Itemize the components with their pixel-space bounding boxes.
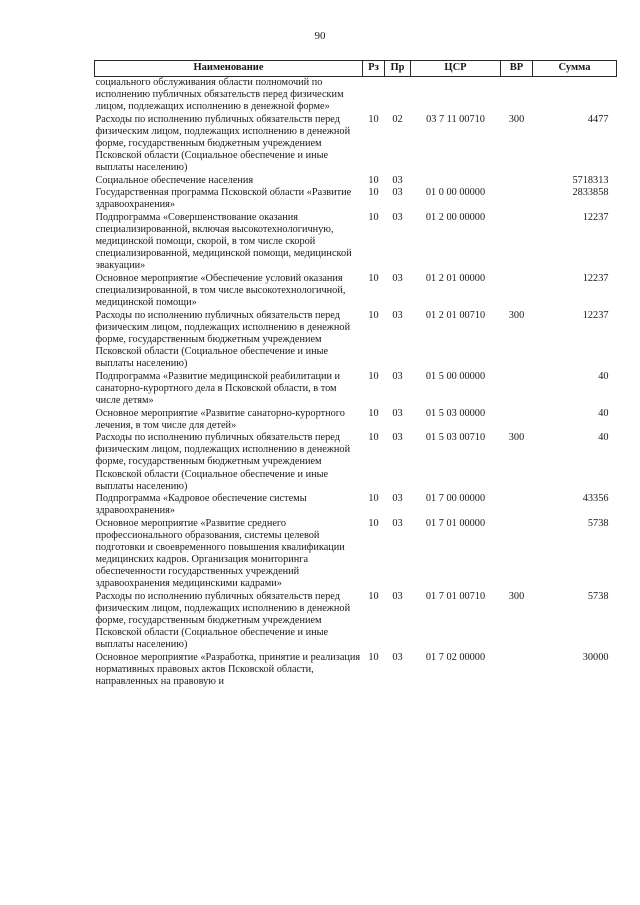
cell-name: Подпрограмма «Развитие медицинской реабилитации и санаторно-курортного дела в Псковской области, в том числе детям» bbox=[95, 370, 341, 406]
cell-sum: 40 bbox=[598, 370, 609, 382]
cell-vr bbox=[501, 77, 533, 114]
cell-vr bbox=[501, 273, 533, 310]
cell-rz: 10 bbox=[368, 407, 379, 419]
cell-vr: 300 bbox=[508, 309, 525, 321]
cell-name: Основное мероприятие «Разработка, принятие и реализация нормативных правовых актов Псковской области, направленных на правовую и bbox=[95, 651, 361, 688]
cell-sum bbox=[533, 77, 617, 114]
table-row bbox=[95, 652, 617, 689]
table-row bbox=[95, 591, 617, 652]
cell-pr bbox=[385, 77, 411, 114]
cell-sum: 5738 bbox=[587, 590, 609, 602]
table-row bbox=[95, 187, 617, 212]
cell-rz: 10 bbox=[368, 590, 379, 602]
table-header-row bbox=[95, 61, 617, 77]
cell-rz: 10 bbox=[368, 309, 379, 321]
cell-csr bbox=[411, 77, 501, 114]
cell-name: Подпрограмма «Совершенствование оказания специализированной, включая высокотехнологичную, медицинской помощи, скорой, в том числе скорой специализированной, медицинской помощи, медицинской эвакуации» bbox=[95, 212, 352, 272]
cell-rz: 10 bbox=[368, 432, 379, 444]
cell-vr: 300 bbox=[508, 113, 525, 125]
page-number: 90 bbox=[314, 30, 326, 42]
cell-sum: 12237 bbox=[582, 273, 609, 284]
cell-rz: 10 bbox=[368, 187, 379, 199]
budget-table bbox=[94, 60, 617, 689]
cell-sum: 12237 bbox=[582, 309, 609, 321]
table-row bbox=[95, 310, 617, 371]
cell-vr bbox=[501, 371, 533, 408]
cell-name: Основное мероприятие «Развитие среднего профессионального образования, системы целевой подготовки и своевременного повышения квалификации медицинских кадров. Организация мониторинга обеспеченности государственных учреждений здравоохранения медицинскими кадрами» bbox=[95, 517, 345, 590]
cell-pr: 03 bbox=[392, 651, 403, 663]
cell-rz: 10 bbox=[368, 651, 379, 663]
cell-name: Расходы по исполнению публичных обязательств перед физическим лицом, подлежащих исполнению в денежной форме, государственным бюджетным учреждением Псковской области (Социальное обеспечение и иные выплаты населению) bbox=[95, 309, 351, 370]
table-row bbox=[95, 432, 617, 493]
cell-csr: 01 2 01 00000 bbox=[425, 273, 486, 284]
cell-pr: 03 bbox=[392, 187, 403, 199]
header-sum: Сумма bbox=[533, 61, 617, 77]
cell-csr: 03 7 11 00710 bbox=[426, 113, 485, 125]
cell-csr: 01 5 03 00000 bbox=[425, 407, 486, 419]
cell-name: Государственная программа Псковской области «Развитие здравоохранения» bbox=[95, 187, 352, 211]
cell-rz: 10 bbox=[368, 113, 379, 125]
cell-csr: 01 7 01 00710 bbox=[425, 590, 486, 602]
cell-vr bbox=[501, 187, 533, 212]
table-row bbox=[95, 212, 617, 273]
cell-pr: 03 bbox=[392, 407, 403, 419]
table-row bbox=[95, 175, 617, 188]
cell-rz: 10 bbox=[368, 174, 379, 186]
cell-sum: 12237 bbox=[582, 212, 609, 224]
cell-sum: 5718313 bbox=[572, 174, 609, 186]
cell-vr bbox=[501, 652, 533, 689]
cell-sum: 40 bbox=[598, 432, 609, 444]
cell-name: Социальное обеспечение населения bbox=[95, 174, 254, 186]
cell-csr bbox=[411, 175, 501, 188]
cell-vr: 300 bbox=[508, 590, 525, 602]
table-row bbox=[95, 273, 617, 310]
table-row bbox=[95, 114, 617, 175]
cell-sum: 30000 bbox=[582, 651, 609, 663]
cell-rz: 10 bbox=[368, 370, 379, 382]
header-rz: Рз bbox=[363, 61, 385, 77]
cell-csr: 01 2 01 00710 bbox=[425, 309, 486, 321]
cell-rz bbox=[363, 77, 385, 114]
cell-rz: 10 bbox=[368, 273, 379, 284]
cell-csr: 01 7 02 00000 bbox=[425, 651, 486, 663]
cell-pr: 03 bbox=[392, 273, 403, 284]
cell-rz: 10 bbox=[368, 517, 379, 529]
cell-csr: 01 2 00 00000 bbox=[425, 212, 486, 224]
table-row bbox=[95, 77, 617, 114]
cell-rz: 10 bbox=[368, 212, 379, 224]
header-name: Наименование bbox=[95, 61, 363, 77]
cell-rz: 10 bbox=[368, 493, 379, 505]
cell-name: Расходы по исполнению публичных обязательств перед физическим лицом, подлежащих исполнению в денежной форме, государственным бюджетным учреждением Псковской области (Социальное обеспечение и иные выплаты населению) bbox=[95, 113, 351, 174]
header-vr: ВР bbox=[501, 61, 533, 77]
cell-name: социального обслуживания области полномочий по исполнению публичных обязательств перед физическим лицом, подлежащих исполнению в денежной форме» bbox=[95, 77, 344, 113]
cell-name: Основное мероприятие «Обеспечение условий оказания специализированной, в том числе высокотехнологичной, медицинской помощи» bbox=[95, 273, 346, 309]
table-row bbox=[95, 371, 617, 408]
cell-name: Основное мероприятие «Развитие санаторно-курортного лечения, в том числе для детей» bbox=[95, 407, 345, 431]
cell-pr: 03 bbox=[392, 174, 403, 186]
cell-sum: 5738 bbox=[587, 517, 609, 529]
cell-vr bbox=[501, 518, 533, 591]
cell-csr: 01 5 03 00710 bbox=[425, 432, 486, 444]
cell-name: Расходы по исполнению публичных обязательств перед физическим лицом, подлежащих исполнению в денежной форме, государственным бюджетным учреждением Псковской области (Социальное обеспечение и иные выплаты населению) bbox=[95, 590, 351, 651]
cell-vr: 300 bbox=[508, 432, 525, 444]
cell-sum: 2833858 bbox=[572, 187, 609, 199]
cell-pr: 02 bbox=[392, 113, 403, 125]
cell-vr bbox=[501, 212, 533, 273]
cell-pr: 03 bbox=[392, 493, 403, 505]
cell-vr bbox=[501, 493, 533, 518]
cell-pr: 03 bbox=[392, 370, 403, 382]
table-row bbox=[95, 518, 617, 591]
cell-sum: 43356 bbox=[582, 493, 609, 505]
cell-csr: 01 5 00 00000 bbox=[425, 370, 486, 382]
cell-csr: 01 7 00 00000 bbox=[425, 493, 486, 505]
cell-csr: 01 7 01 00000 bbox=[425, 517, 486, 529]
cell-pr: 03 bbox=[392, 309, 403, 321]
cell-pr: 03 bbox=[392, 517, 403, 529]
cell-name: Расходы по исполнению публичных обязательств перед физическим лицом, подлежащих исполнению в денежной форме, государственным бюджетным учреждением Псковской области (Социальное обеспечение и иные выплаты населению) bbox=[95, 432, 351, 492]
table-body bbox=[95, 77, 617, 689]
cell-name: Подпрограмма «Кадровое обеспечение системы здравоохранения» bbox=[95, 493, 307, 517]
table-row bbox=[95, 493, 617, 518]
cell-pr: 03 bbox=[392, 212, 403, 224]
header-csr: ЦСР bbox=[411, 61, 501, 77]
cell-vr bbox=[501, 175, 533, 188]
cell-pr: 03 bbox=[392, 590, 403, 602]
cell-sum: 4477 bbox=[587, 113, 609, 125]
header-pr: Пр bbox=[385, 61, 411, 77]
table-row bbox=[95, 408, 617, 433]
cell-csr: 01 0 00 00000 bbox=[425, 187, 486, 199]
cell-pr: 03 bbox=[392, 432, 403, 444]
cell-vr bbox=[501, 408, 533, 433]
cell-sum: 40 bbox=[598, 407, 609, 419]
